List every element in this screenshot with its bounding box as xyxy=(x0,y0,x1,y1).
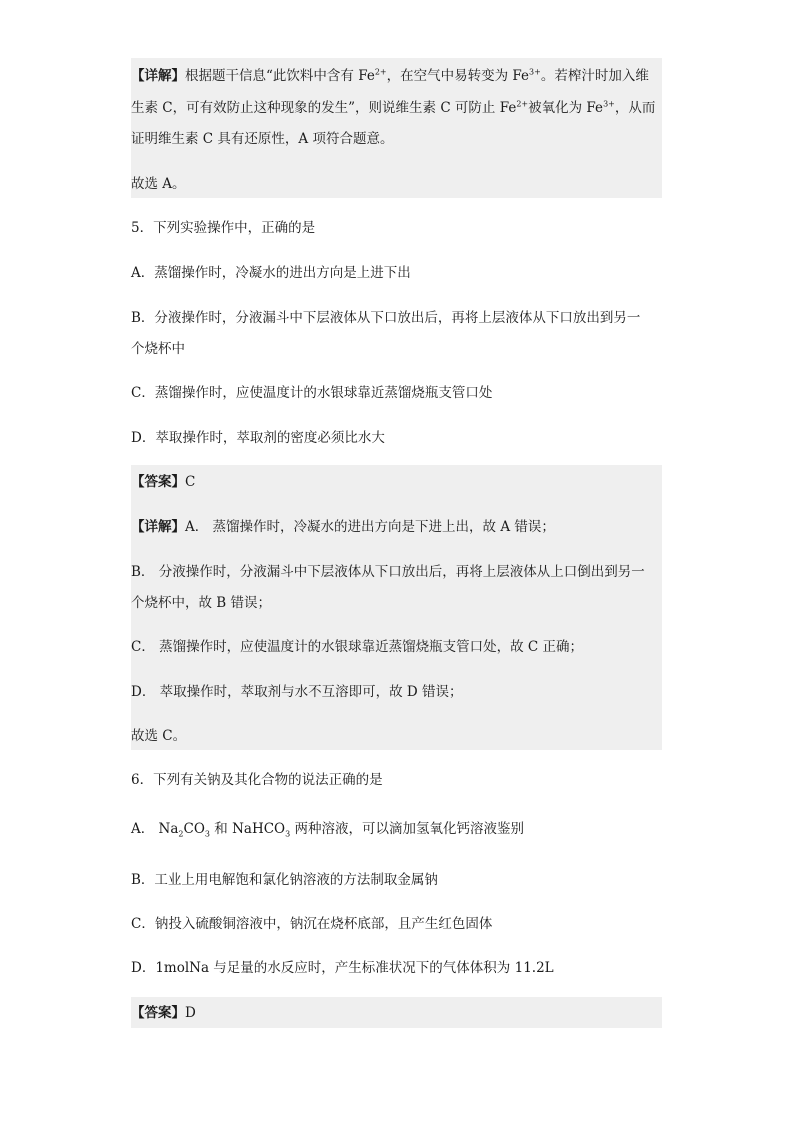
detail-label: 【详解】 xyxy=(131,519,185,535)
question-5-option-d: D．萃取操作时，萃取剂的密度必须比水大 xyxy=(131,430,385,446)
detail-label: 【详解】 xyxy=(131,68,185,84)
detail-q5-conclusion: 故选 C。 xyxy=(131,728,187,744)
detail-q5-d: D． 萃取操作时，萃取剂与水不互溶即可，故 D 错误； xyxy=(131,684,463,700)
question-6-option-b: B．工业上用电解饱和氯化钠溶液的方法制取金属钠 xyxy=(131,872,438,888)
question-5-option-b-line2: 个烧杯中 xyxy=(131,341,185,357)
answer-value: C xyxy=(185,474,196,490)
detail-q5-a: 【详解】A． 蒸馏操作时，冷凝水的进出方向是下进上出，故 A 错误； xyxy=(131,519,555,535)
question-6-stem: 6．下列有关钠及其化合物的说法正确的是 xyxy=(131,772,383,788)
detail-q4-line2: 生素 C，可有效防止这种现象的发生”，则说维生素 C 可防止 $Fe^{2+}$被氧化为 $Fe^{3+}$，从而 xyxy=(131,99,656,116)
answer-label: 【答案】 xyxy=(131,474,185,490)
question-6-option-d: D．1molNa 与足量的水反应时，产生标准状况下的气体体积为 11.2L xyxy=(131,960,554,976)
detail-q5-b-line1: B． 分液操作时，分液漏斗中下层液体从下口放出后，再将上层液体从上口倒出到另一 xyxy=(131,564,645,580)
question-5-stem: 5．下列实验操作中，正确的是 xyxy=(131,220,316,236)
answer-value: D xyxy=(185,1005,196,1021)
answer-block-q6 xyxy=(131,997,662,1028)
question-5-option-c: C．蒸馏操作时，应使温度计的水银球靠近蒸馏烧瓶支管口处 xyxy=(131,385,493,401)
detail-q4-line3: 证明维生素 C 具有还原性，A 项符合题意。 xyxy=(131,131,394,147)
detail-q5-c: C． 蒸馏操作时，应使温度计的水银球靠近蒸馏烧瓶支管口处，故 C 正确； xyxy=(131,639,584,655)
answer-q6 xyxy=(131,1003,196,1023)
detail-q4-line1: 【详解】根据题干信息“此饮料中含有 $Fe^{2+}$，在空气中易转变为 $Fe^{3+}$。若榨汁时加入维 xyxy=(131,67,649,84)
answer-label: 【答案】 xyxy=(131,1005,185,1021)
question-5-option-b-line1: B．分液操作时，分液漏斗中下层液体从下口放出后，再将上层液体从下口放出到另一 xyxy=(131,310,641,326)
question-5-option-a: A．蒸馏操作时，冷凝水的进出方向是上进下出 xyxy=(131,265,411,281)
question-6-option-a: A． $Na_2CO_3$ 和 NaHCO$_3$ 两种溶液，可以滴加氢氧化钙溶液鉴别 xyxy=(131,821,525,839)
question-6-option-c: C．钠投入硫酸铜溶液中，钠沉在烧杯底部，且产生红色固体 xyxy=(131,916,493,932)
detail-q5-b-line2: 个烧杯中，故 B 错误； xyxy=(131,595,272,611)
detail-q4-conclusion: 故选 A。 xyxy=(131,176,186,192)
answer-q5 xyxy=(131,472,195,492)
